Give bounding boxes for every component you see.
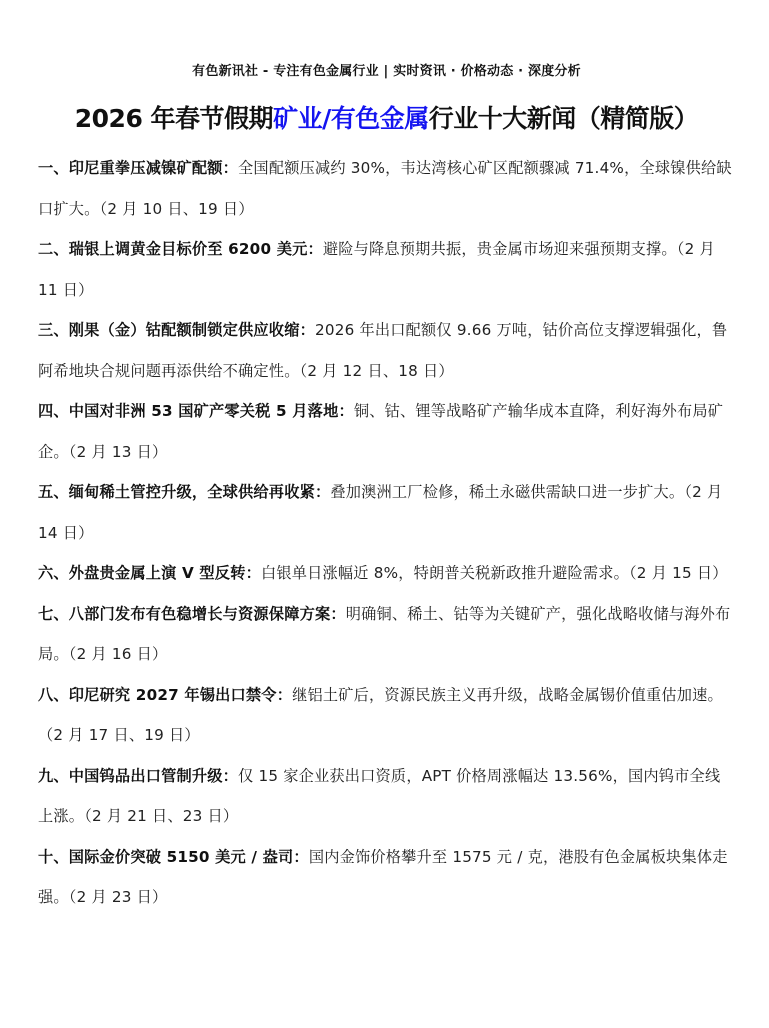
- news-body: 2026 年出口配额仅 9.66 万吨，钴价高位支撑逻辑强化，鲁阿希地块合规问题再添供给不确定性。: [38, 321, 728, 380]
- news-item-1: [38, 148, 735, 229]
- news-lead: 六、外盘贵金属上演 V 型反转：: [38, 564, 261, 582]
- news-body: 仅 15 家企业获出口资质，APT 价格周涨幅达 13.56%，国内钨市全线上涨。: [38, 766, 721, 825]
- title-highlight: 矿业/有色金属: [273, 104, 429, 133]
- news-lead: 四、中国对非洲 53 国矿产零关税 5 月落地：: [38, 402, 354, 420]
- news-body: 铜、钴、锂等战略矿产输华成本直降，利好海外布局矿企。: [38, 402, 724, 461]
- news-lead: 二、瑞银上调黄金目标价至 6200 美元：: [38, 240, 323, 258]
- header-tagline: 有色新讯社 - 专注有色金属行业 | 实时资讯 · 价格动态 · 深度分析: [192, 64, 581, 79]
- news-body: 继铝土矿后，资源民族主义再升级，战略金属锡价值重估加速。: [292, 685, 723, 704]
- news-lead: 七、八部门发布有色稳增长与资源保障方案：: [38, 604, 346, 623]
- news-date: （2 月 11 日）: [38, 240, 715, 299]
- news-item-3: [38, 310, 735, 391]
- news-date: （2 月 16 日）: [68, 645, 168, 663]
- news-date: （2 月 15 日）: [629, 564, 728, 582]
- news-item-5: [38, 472, 735, 553]
- news-item-9: [38, 756, 735, 837]
- title-prefix: 2026 年春节假期: [74, 104, 274, 133]
- news-body: 明确铜、稀土、钴等为关键矿产，强化战略收储与海外布局。: [38, 604, 731, 663]
- news-item-7: [38, 594, 735, 675]
- news-lead: 十、国际金价突破 5150 美元 / 盎司：: [38, 847, 309, 866]
- news-list: [38, 148, 735, 918]
- news-date: （2 月 23 日）: [68, 888, 168, 906]
- news-lead: 八、印尼研究 2027 年锡出口禁令：: [38, 685, 293, 704]
- news-lead: 九、中国钨品出口管制升级：: [38, 766, 239, 785]
- news-body: 白银单日涨幅近 8%，特朗普关税新政推升避险需求。: [260, 564, 630, 582]
- news-body: 叠加澳洲工厂检修，稀土永磁供需缺口进一步扩大。: [330, 483, 685, 501]
- news-item-10: [38, 837, 735, 918]
- news-date: （2 月 10 日、19 日）: [99, 199, 254, 218]
- news-lead: 五、缅甸稀土管控升级，全球供给再收紧：: [38, 483, 331, 501]
- news-item-2: [38, 229, 735, 310]
- news-lead: 三、刚果（金）钴配额制锁定供应收缩：: [38, 321, 315, 339]
- news-item-8: [38, 675, 735, 756]
- title-suffix: 行业十大新闻（精简版）: [428, 104, 699, 133]
- page-title: [38, 102, 735, 136]
- news-date: （2 月 17 日、19 日）: [38, 726, 200, 744]
- news-body: 全国配额压减约 30%，韦达湾核心矿区配额骤减 71.4%，全球镍供给缺口扩大。: [38, 159, 732, 218]
- news-date: （2 月 21 日、23 日）: [84, 807, 239, 825]
- news-item-4: [38, 391, 735, 472]
- news-body: 避险与降息预期共振，贵金属市场迎来强预期支撑。: [322, 240, 677, 258]
- news-item-6: [38, 553, 735, 594]
- news-date: （2 月 12 日、18 日）: [299, 361, 454, 380]
- news-date: （2 月 14 日）: [38, 483, 723, 542]
- news-date: （2 月 13 日）: [68, 442, 168, 461]
- news-body: 国内金饰价格攀升至 1575 元 / 克，港股有色金属板块集体走强。: [38, 847, 728, 906]
- news-lead: 一、印尼重拳压减镍矿配额：: [38, 159, 239, 177]
